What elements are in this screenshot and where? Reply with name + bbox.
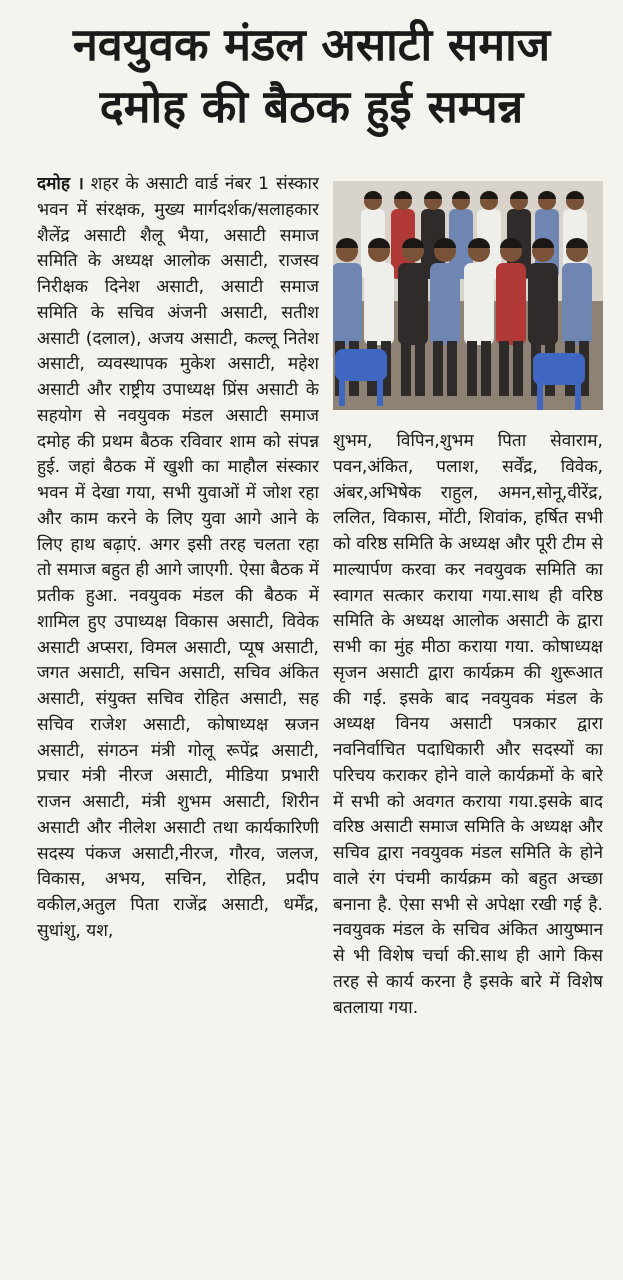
article-right-text: शुभम, विपिन,शुभम पिता सेवाराम, पवन,अंकित, पलाश, सर्वेंद्र, विवेक, अंबर,अभिषेक राहुल, अमन,सोनू,वीरेंद्र, ललित, विकास, मोंटी, शिवांक, हर्षित सभी को वरिष्ठ समिति के अध्यक्ष और पूरी टीम से माल्यार्पण करवा कर नवयुवक समिति का स्वागत सत्कार कराया गया.साथ ही वरिष्ठ समिति के अध्यक्ष आलोक असाटी के द्वारा सभी का मुंह मीठा कराया गया. कोषाध्यक्ष सृजन असाटी द्वारा कार्यक्रम की शुरूआत की गई. इसके बाद नवयुवक मंडल के अध्यक्ष विनय असाटी पत्रकार द्वारा नवनिर्वाचित पदाधिकारी और सदस्यों का परिचय कराकर होने वाले कार्यक्रमों के बारे में सभी को अवगत कराया गया.इसके बाद वरिष्ठ असाटी समाज समिति के अध्यक्ष और सचिव द्वारा नवयुवक मंडल समिति के होने वाले रंग पंचमी कार्यक्रम को बहुत अच्छा बनाना है. ऐसा सभी से अपेक्षा रखी गई है. नवयुवक मंडल के सचिव अंकित आयुष्मान से भी विशेष चर्चा की.साथ ही आगे किस तरह से कार्य करना है इसके बारे में विशेष बतलाया गया. xyxy=(333,431,603,1018)
article-right-column xyxy=(333,429,603,1264)
article-left-text: शहर के असाटी वार्ड नंबर 1 संस्कार भवन में संरक्षक, मुख्य मार्गदर्शक/सलाहकार शैलेंद्र असाटी शैलू भैया, असाटी समाज समिति के अध्यक्ष आलोक असाटी, राजस्व निरीक्षक दिनेश असाटी, असाटी समाज समिति के सचिव अंजनी असाटी, सतीश असाटी (दलाल), अजय असाटी, कल्लू नितेश असाटी, व्यवस्थापक मुकेश असाटी, महेश असाटी और राष्ट्रीय उपाध्यक्ष प्रिंस असाटी के सहयोग से नवयुवक मंडल असाटी समाज दमोह की प्रथम बैठक रविवार शाम को संपन्न हुई. जहां बैठक में खुशी का माहौल संस्कार भवन में देखा गया, सभी युवाओं में जोश रहा और काम करने के लिए युवा आगे आने के लिए हाथ बढ़ाएं. अगर इसी तरह चलता रहा तो समाज बहुत ही आगे जाएगी. ऐसा बैठक में प्रतीक हुआ. नवयुवक मंडल की बैठक में शामिल हुए उपाध्यक्ष विकास असाटी, विवेक असाटी अप्सरा, विमल असाटी, प्यूष असाटी, जगत असाटी, सचिन असाटी, सचिव अंकित असाटी, संयुक्त सचिव रोहित असाटी, सह सचिव राजेश असाटी, कोषाध्यक्ष स्रजन असाटी, संगठन मंत्री गोलू रूपेंद्र असाटी, प्रचार मंत्री नीरज असाटी, मीडिया प्रभारी राजन असाटी, मंत्री शुभम असाटी, शिरीन असाटी और नीलेश असाटी तथा कार्यकारिणी सदस्य पंकज असाटी,नीरज, गौरव, जलज, विकास, अभय, सचिन, रोहित, प्रदीप वकील,अतुल पिता राजेंद्र असाटी, धर्मेंद्र, सुधांशु, यश, xyxy=(37,174,319,941)
group-photo-image xyxy=(333,181,603,410)
headline-line-1: नवयुवक मंडल असाटी समाज xyxy=(72,18,551,71)
headline xyxy=(10,14,613,138)
article-left-column xyxy=(37,172,319,1264)
dateline: दमोह । xyxy=(37,174,84,194)
group-photo xyxy=(333,181,603,410)
headline-line-2: दमोह की बैठक हुई सम्पन्न xyxy=(99,80,524,133)
